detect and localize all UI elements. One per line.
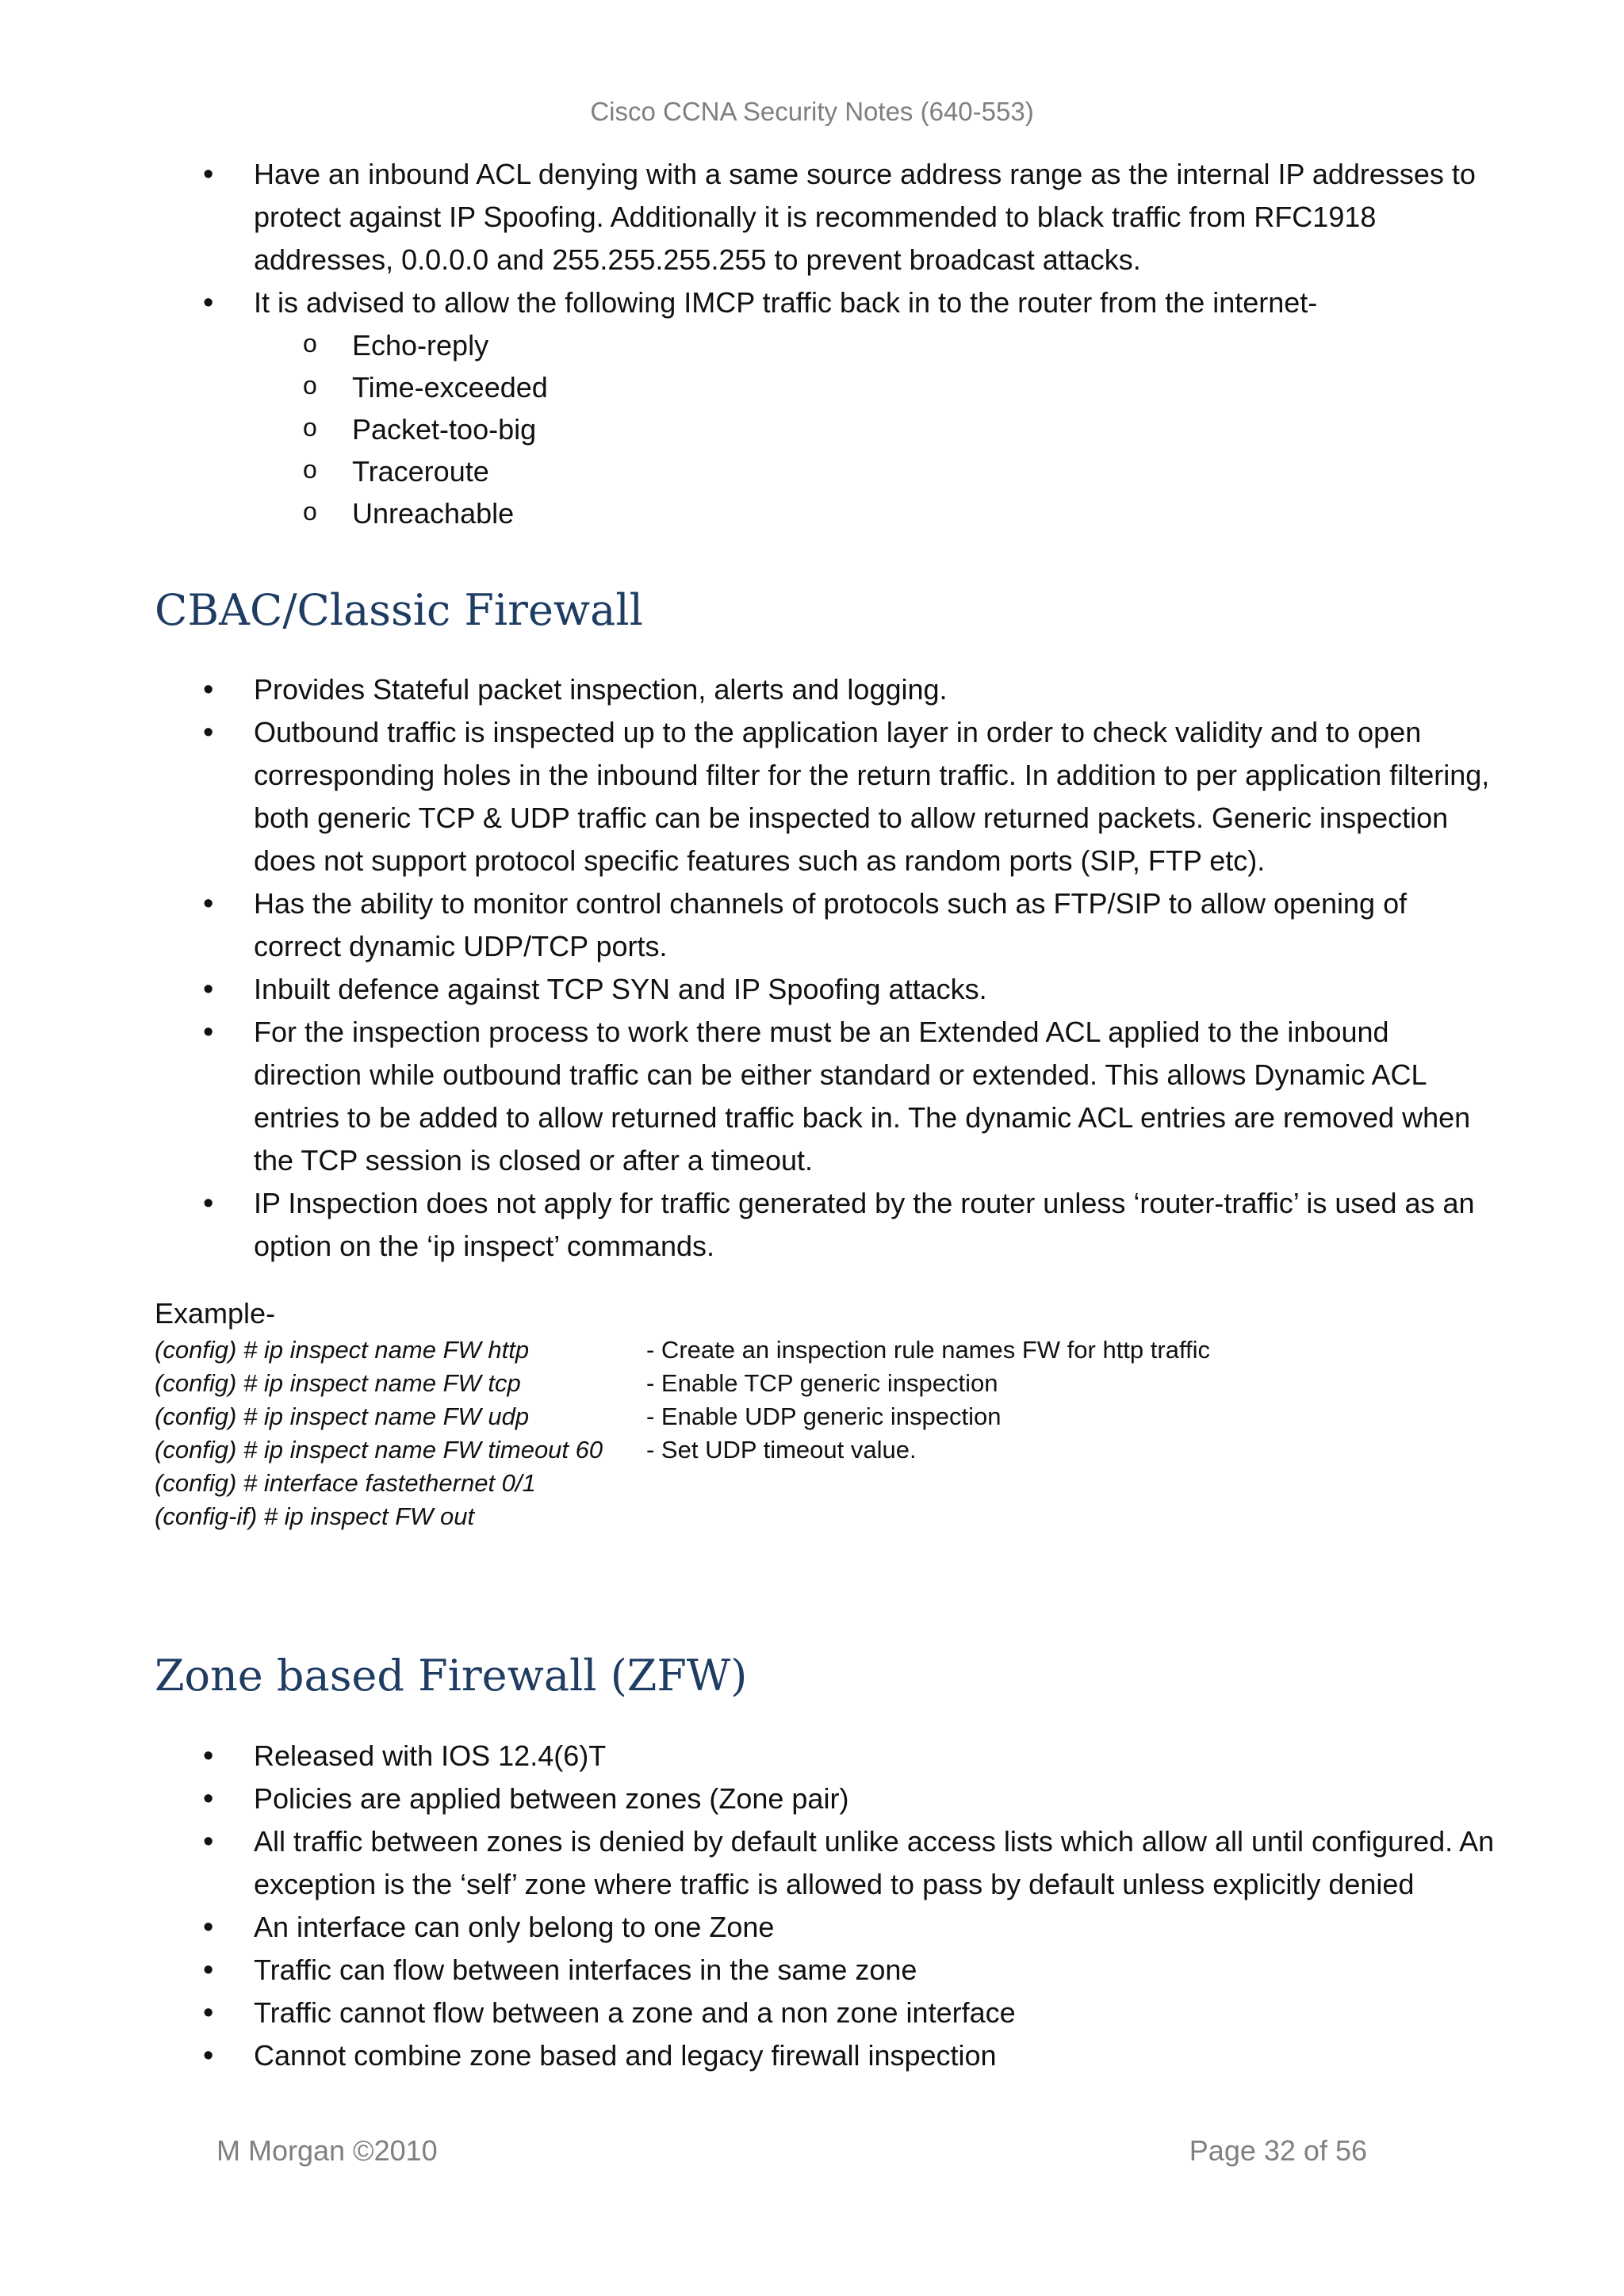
example-command: (config-if) # ip inspect FW out [155,1502,475,1530]
list-item: • Cannot combine zone based and legacy firewall inspection [0,2034,1624,2077]
intro-section [0,153,1624,534]
example-row [155,1400,1210,1433]
zfw-heading: Zone based Firewall (ZFW) [155,1651,748,1701]
example-command: (config) # ip inspect name FW udp [155,1402,530,1430]
list-item: • For the inspection process to work there must be an Extended ACL applied to the inbound direction while outbound traffic can be either standard or extended. This allows Dynamic ACL entries to be added to allow returned traffic back in. The dynamic ACL entries are removed when the TCP session is closed or after a timeout. [0,1011,1624,1182]
list-item: o Time-exceeded [0,366,1624,408]
example-row [155,1500,1210,1533]
list-item: • Has the ability to monitor control channels of protocols such as FTP/SIP to allow opening of correct dynamic UDP/TCP ports. [0,882,1624,968]
example-description: - Set UDP timeout value. [646,1436,917,1464]
list-item: • Traffic cannot flow between a zone and a non zone interface [0,1992,1624,2034]
list-item: • All traffic between zones is denied by default unlike access lists which allow all until configured. An exception is the ‘self’ zone where traffic is allowed to pass by default unless explicitly denied [0,1820,1624,1906]
example-row [155,1433,1210,1467]
example-command: (config) # interface fastethernet 0/1 [155,1469,536,1497]
list-item: • Have an inbound ACL denying with a same source address range as the internal IP addresses to protect against IP Spoofing. Additionally it is recommended to black traffic from RFC1918 addresses, 0.0.0.0 and 255.255.255.255 to prevent broadcast attacks. [0,153,1624,281]
running-header: Cisco CCNA Security Notes (640-553) [590,97,1034,126]
cbac-bullet-list [0,668,1624,1268]
zfw-section [0,1735,1624,2077]
list-item: • Provides Stateful packet inspection, alerts and logging. [0,668,1624,711]
list-item: • It is advised to allow the following IMCP traffic back in to the router from the internet- [0,281,1624,324]
example-description: - Enable TCP generic inspection [646,1369,998,1397]
example-label: Example- [155,1297,276,1330]
list-item: • Outbound traffic is inspected up to the application layer in order to check validity and to open corresponding holes in the inbound filter for the return traffic. In addition to per application filtering, both generic TCP & UDP traffic can be inspected to allow returned packets. Generic inspection does not support protocol specific features such as random ports (SIP, FTP etc). [0,711,1624,882]
example-row [155,1367,1210,1400]
cbac-section [0,668,1624,1268]
list-item: • Traffic can flow between interfaces in the same zone [0,1949,1624,1992]
footer-author: M Morgan ©2010 [216,2134,438,2167]
example-description: - Enable UDP generic inspection [646,1402,1002,1430]
list-item: • Inbuilt defence against TCP SYN and IP Spoofing attacks. [0,968,1624,1011]
list-item: • An interface can only belong to one Zone [0,1906,1624,1949]
example-row [155,1467,1210,1500]
example-row [155,1334,1210,1367]
example-command: (config) # ip inspect name FW timeout 60 [155,1436,603,1464]
example-description: - Create an inspection rule names FW for http traffic [646,1336,1211,1364]
list-item: • Policies are applied between zones (Zone pair) [0,1777,1624,1820]
example-commands [155,1334,1210,1533]
example-command: (config) # ip inspect name FW tcp [155,1369,521,1397]
cbac-heading: CBAC/Classic Firewall [155,585,643,635]
footer-page-number: Page 32 of 56 [1189,2134,1367,2167]
list-item: • IP Inspection does not apply for traffic generated by the router unless ‘router-traffic’ is used as an option on the ‘ip inspect’ commands. [0,1182,1624,1268]
list-item: o Unreachable [0,492,1624,534]
list-item: • Released with IOS 12.4(6)T [0,1735,1624,1777]
list-item: o Packet-too-big [0,408,1624,450]
example-command: (config) # ip inspect name FW http [155,1336,530,1364]
zfw-bullet-list [0,1735,1624,2077]
intro-bullet-list [0,153,1624,324]
list-item: o Traceroute [0,450,1624,492]
icmp-type-list [0,324,1624,534]
list-item: o Echo-reply [0,324,1624,366]
